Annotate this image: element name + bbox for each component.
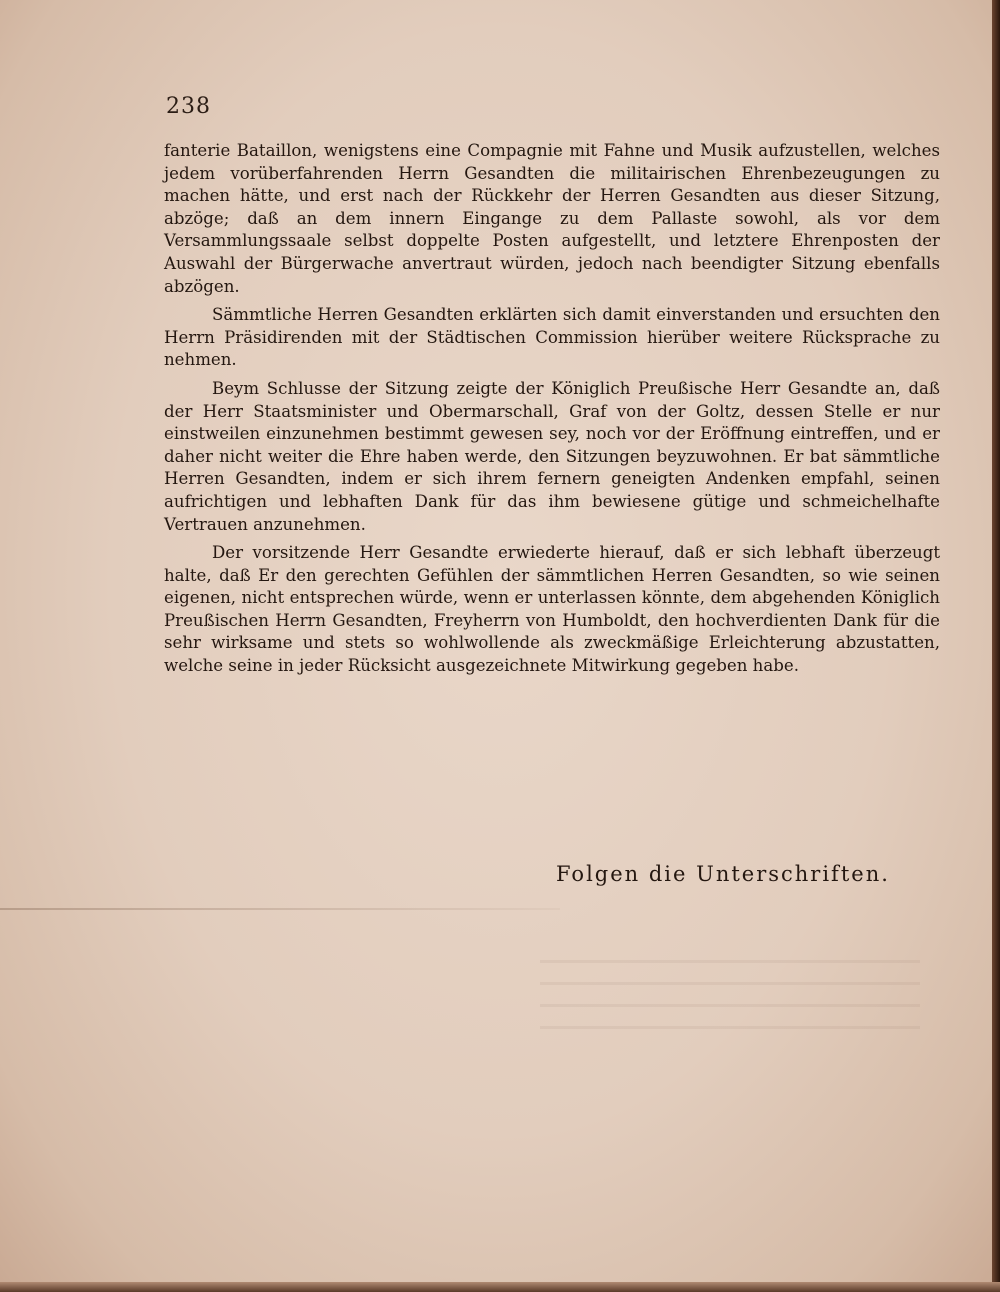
page-number: 238 [166,94,211,119]
paper-crease [0,908,560,910]
paragraph-4: Der vorsitzende Herr Gesandte erwiederte hierauf, daß er sich lebhaft überzeugt halte, daß Er den gerechten Gefühlen der sämmtlichen Herren Gesandten, so wie seinen eigenen, nicht entsprechen würde, wenn er unterlassen könnte, dem abgehenden Königlich Preußischen Herrn Gesandten, Freyherrn von Humboldt, den hochverdienten Dank für die sehr wirksame und stets so wohlwollende als zweckmäßige Erleichterung abzustatten, welche seine in jeder Rücksicht ausgezeichnete Mitwirkung gegeben habe. [164,543,940,676]
closing-line: Folgen die Unterschriften. [556,862,890,886]
ink-bleed-through [540,960,920,1040]
page-edge-shadow [992,0,1000,1292]
paragraph-1: fanterie Bataillon, wenigstens eine Compagnie mit Fahne und Musik aufzustellen, welches jedem vorüberfahrenden Herrn Gesandten die militairischen Ehrenbezeugungen zu machen hätte, und erst nach der Rückkehr der Herren Gesandten aus dieser Sitzung, abzöge; daß an dem innern Eingange zu dem Pallaste sowohl, als vor dem Versammlungssaale selbst doppelte Posten aufgestellt, und letztere Ehrenposten der Auswahl der Bürgerwache anvertraut würden, jedoch nach beendigter Sitzung ebenfalls abzögen. [164,141,940,296]
paragraph-2: Sämmtliche Herren Gesandten erklärten sich damit einverstanden und ersuchten den Herrn Präsidirenden mit der Städtischen Commission hierüber weitere Rücksprache zu nehmen. [164,305,940,370]
body-text [164,140,940,684]
paragraph-3: Beym Schlusse der Sitzung zeigte der Königlich Preußische Herr Gesandte an, daß der Herr Staatsminister und Obermarschall, Graf von der Goltz, dessen Stelle er nur einstweilen einzunehmen bestimmt gewesen sey, noch vor der Eröffnung eintreffen, und er daher nicht weiter die Ehre haben werde, den Sitzungen beyzuwohnen. Er bat sämmtliche Herren Gesandten, indem er sich ihrem fernern geneigten Andenken empfahl, seinen aufrichtigen und lebhaften Dank für das ihm bewiesene gütige und schmeichelhafte Vertrauen anzunehmen. [164,378,940,534]
page-bottom-edge [0,1282,1000,1292]
